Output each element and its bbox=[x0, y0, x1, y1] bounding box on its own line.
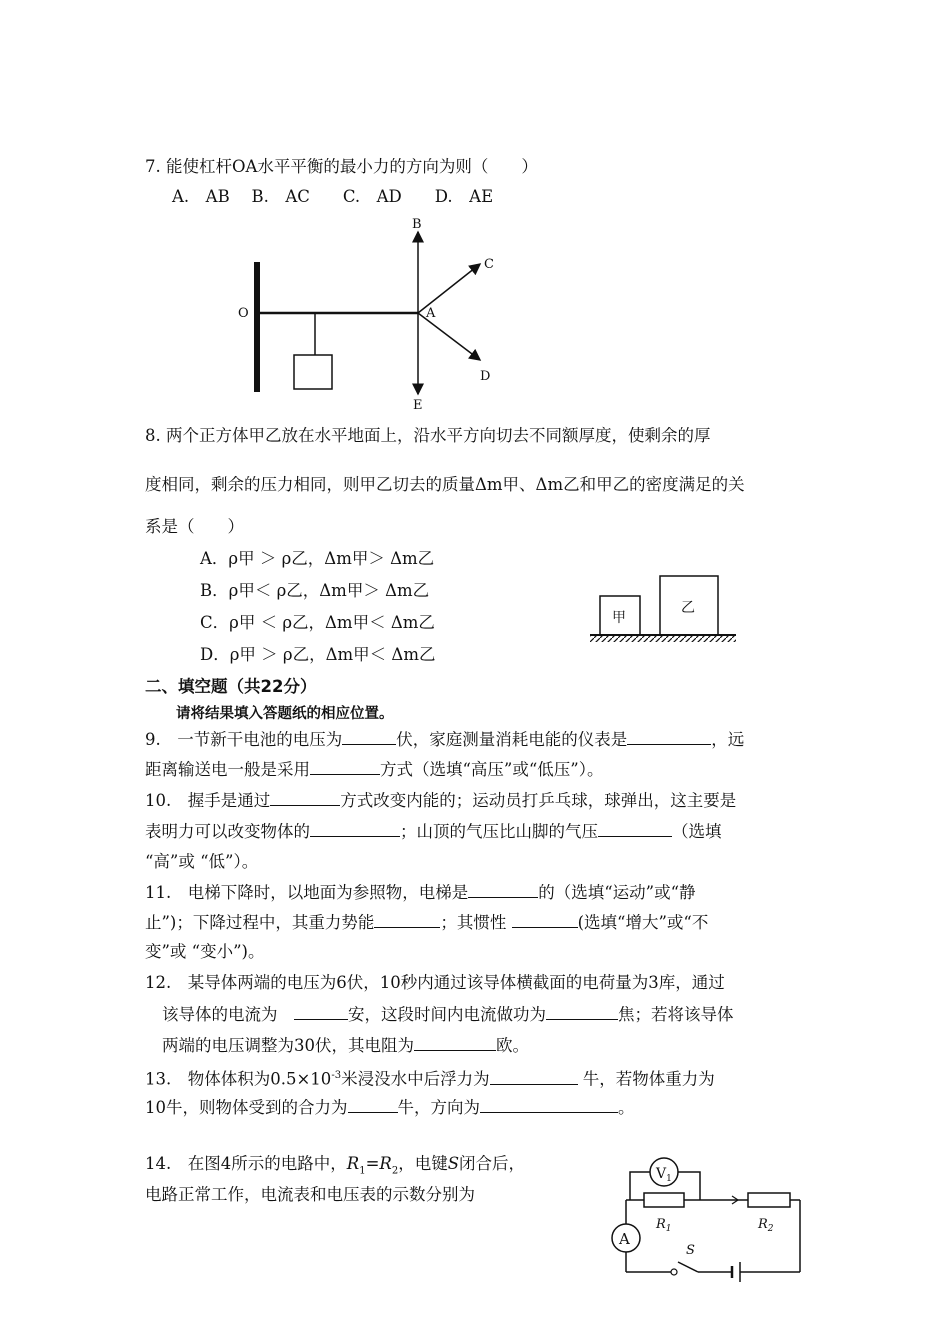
resistor-r2 bbox=[748, 1193, 790, 1207]
ammeter-label: A bbox=[619, 1230, 630, 1248]
label-e: E bbox=[413, 398, 423, 412]
cube-jia-label: 甲 bbox=[612, 610, 626, 626]
cubes-figure bbox=[588, 572, 738, 644]
q9-blank2[interactable] bbox=[627, 728, 711, 745]
q13-blank2[interactable] bbox=[348, 1096, 398, 1113]
q12-line3: 两端的电压调整为30伏，其电阻为 欧。 bbox=[162, 1036, 529, 1055]
resistor-r1 bbox=[644, 1193, 684, 1207]
label-d: D bbox=[480, 369, 491, 384]
q8-option-b: B．ρ甲＜ ρ乙，Δm甲＞ Δm乙 bbox=[200, 581, 430, 600]
q12-line2: 该导体的电流为 安，这段时间内电流做功为 焦；若将该导体 bbox=[162, 1005, 734, 1024]
q8-option-a: A．ρ甲 ＞ ρ乙，Δm甲＞ Δm乙 bbox=[200, 549, 435, 568]
q9-line2: 距离输送电一般是采用 方式（选填“高压”或“低压”）。 bbox=[145, 760, 604, 779]
q12-blank1[interactable] bbox=[294, 1003, 348, 1020]
q8-option-d: D．ρ甲 ＞ ρ乙，Δm甲＜ Δm乙 bbox=[200, 645, 436, 664]
lever-figure bbox=[230, 212, 510, 412]
q9-line1: 9. 一节新干电池的电压为 伏，家庭测量消耗电能的仪表是 ，远 bbox=[145, 730, 745, 749]
q9-blank1[interactable] bbox=[342, 728, 396, 745]
q8-line2: 度相同，剩余的压力相同，则甲乙切去的质量Δm甲、Δm乙和甲乙的密度满足的关 bbox=[145, 475, 745, 494]
q13-line2: 10牛，则物体受到的合力为 牛，方向为 。 bbox=[145, 1098, 635, 1117]
q14-line1: 14. 在图4所示的电路中，$R_1=R_2$，电键S闭合后， bbox=[145, 1154, 526, 1177]
q13-blank3[interactable] bbox=[480, 1096, 618, 1113]
cube-yi-label: 乙 bbox=[681, 600, 695, 616]
q10-blank2[interactable] bbox=[310, 820, 400, 837]
q12-line1: 12. 某导体两端的电压为6伏，10秒内通过该导体横截面的电荷量为3库，通过 bbox=[145, 973, 725, 992]
section2-title: 二、填空题（共22分） bbox=[145, 677, 317, 696]
switch-lever bbox=[678, 1262, 698, 1272]
q11-blank2[interactable] bbox=[374, 911, 440, 928]
q10-blank1[interactable] bbox=[270, 789, 340, 806]
q10-blank3[interactable] bbox=[598, 820, 672, 837]
q10-line3: “高”或 “低”）。 bbox=[145, 852, 259, 871]
label-o: O bbox=[238, 306, 249, 321]
wall bbox=[254, 262, 260, 392]
q11-line1: 11. 电梯下降时，以地面为参照物，电梯是 的（选填“运动”或“静 bbox=[145, 883, 696, 902]
q8-option-c: C．ρ甲 ＜ ρ乙，Δm甲＜ Δm乙 bbox=[200, 613, 435, 632]
ground-hatch bbox=[590, 636, 736, 642]
q11-line2: 止”)；下降过程中，其重力势能 ；其惯性 (选填“增大”或“不 bbox=[145, 913, 709, 932]
q11-line3: 变”或 “变小”)。 bbox=[145, 942, 265, 961]
q7-options: A. AB B. AC C. AD D. AE bbox=[172, 187, 494, 206]
r2-label: $R_2$ bbox=[758, 1217, 774, 1234]
q10-line2: 表明力可以改变物体的 ；山顶的气压比山脚的气压 （选填 bbox=[145, 822, 722, 841]
section2-instruction: 请将结果填入答题纸的相应位置。 bbox=[176, 706, 394, 722]
q13-line1: 13. 物体体积为$0.5\times 10^{-3}$米浸没水中后浮力为 牛，若物体重力为 bbox=[145, 1069, 715, 1089]
q10-line1: 10. 握手是通过 方式改变内能的；运动员打乒乓球，球弹出，这主要是 bbox=[145, 791, 737, 810]
q7-stem: 7. 能使杠杆OA水平平衡的最小力的方向为则（ ） bbox=[145, 157, 538, 176]
weight-block bbox=[294, 355, 332, 389]
switch-pivot bbox=[671, 1269, 677, 1275]
switch-label: S bbox=[686, 1243, 695, 1258]
label-c: C bbox=[484, 257, 494, 272]
q12-blank2[interactable] bbox=[546, 1003, 618, 1020]
voltmeter-label: $V_1$ bbox=[656, 1166, 672, 1184]
q14-line2: 电路正常工作，电流表和电压表的示数分别为 bbox=[145, 1185, 475, 1204]
q8-line1: 8. 两个正方体甲乙放在水平地面上，沿水平方向切去不同额厚度，使剩余的厚 bbox=[145, 426, 711, 445]
label-b: B bbox=[412, 217, 422, 232]
r1-label: $R_1$ bbox=[656, 1217, 672, 1234]
q8-line3: 系是（ ） bbox=[145, 517, 244, 536]
q11-blank3[interactable] bbox=[512, 911, 578, 928]
q12-blank3[interactable] bbox=[414, 1034, 496, 1051]
label-a: A bbox=[426, 306, 436, 321]
q9-blank3[interactable] bbox=[310, 758, 380, 775]
q13-blank1[interactable] bbox=[490, 1068, 578, 1085]
q11-blank1[interactable] bbox=[468, 881, 538, 898]
circuit-figure bbox=[608, 1154, 808, 1290]
